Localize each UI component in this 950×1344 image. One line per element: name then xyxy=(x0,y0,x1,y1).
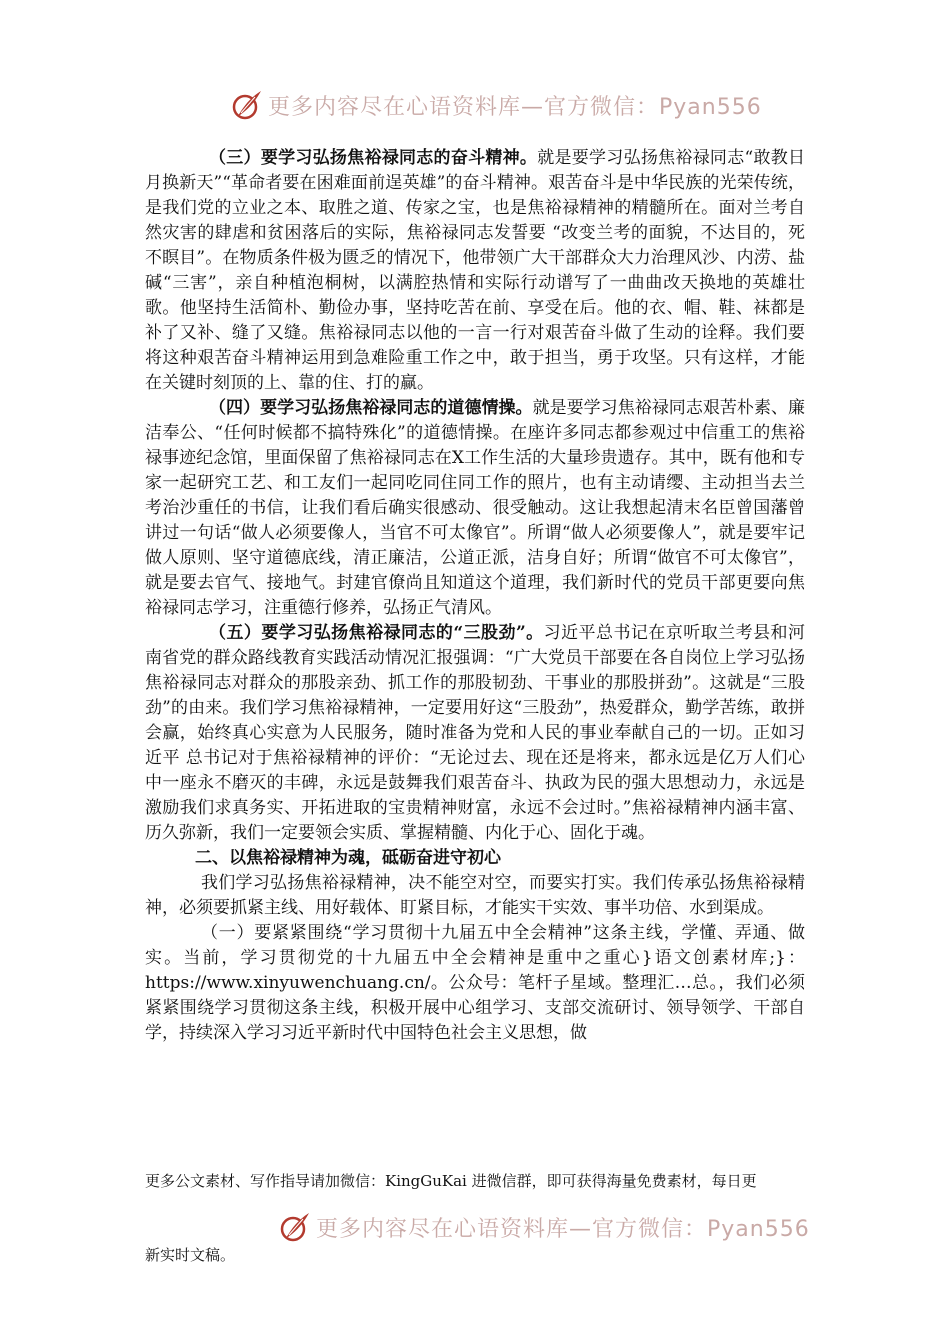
section-heading: 二、以焦裕禄精神为魂，砥砺奋进守初心 xyxy=(195,848,501,868)
document-body xyxy=(145,146,805,1046)
footer-note-continued: 新实时文稿。 xyxy=(145,1246,236,1264)
paragraph-intro: 我们学习弘扬焦裕禄精神，决不能空对空，而要实打实。我们传承弘扬焦裕禄精神，必须要抓紧主线、用好载体、盯紧目标，才能实干实效、事半功倍、水到渠成。 xyxy=(145,873,805,918)
watermark-text: 更多内容尽在心语资料库—官方微信：Pyan556 xyxy=(316,1217,810,1242)
footer-note: 更多公文素材、写作指导请加微信：KingGuKai 进微信群，即可获得海量免费素材，每日更 xyxy=(145,1172,757,1190)
watermark-text: 更多内容尽在心语资料库—官方微信：Pyan556 xyxy=(268,95,762,120)
paragraph-lead: （四）要学习弘扬焦裕禄同志的道德情操。 xyxy=(209,398,533,418)
paragraph-lead: （三）要学习弘扬焦裕禄同志的奋斗精神。 xyxy=(209,148,538,168)
quill-logo-icon xyxy=(278,1210,312,1244)
paragraph-three xyxy=(145,146,805,396)
paragraph-lead: （五）要学习弘扬焦裕禄同志的“三股劲”。 xyxy=(209,623,544,643)
header-watermark-banner xyxy=(0,86,950,126)
paragraph-text: 就是要学习弘扬焦裕禄同志“敢教日月换新天”“革命者要在困难面前逞英雄”的奋斗精神。艰苦奋斗是中华民族的光荣传统，是我们党的立业之本、取胜之道、传家之宝，也是焦裕禄精神的精髓所在。面对兰考自然灾害的肆虐和贫困落后的实际，焦裕禄同志发誓要 “改变兰考的面貌，不达目的，死不瞑目”。在物质条件极为匮乏的情况下，他带领广大干部群众大力治理风沙、内涝、盐碱“三害”，亲自种植泡桐树，以满腔热情和实际行动谱写了一曲曲改天换地的英雄壮歌。他坚持生活简朴、勤俭办事，坚持吃苦在前、享受在后。他的衣、帽、鞋、袜都是补了又补、缝了又缝。焦裕禄同志以他的一言一行对艰苦奋斗做了生动的诠释。我们要将这种艰苦奋斗精神运用到急难险重工作之中，敢于担当，勇于攻坚。只有这样，才能在关键时刻顶的上、靠的住、打的赢。 xyxy=(145,148,805,393)
quill-logo-icon xyxy=(230,88,264,122)
paragraph-item-one: （一）要紧紧围绕“学习贯彻十九届五中全会精神”这条主线，学懂、弄通、做实。当前，学习贯彻党的十九届五中全会精神是重中之重心}语文创素材库;}：https://www.xinyuwenchuang.cn/。公众号：笔杆子星域。整理汇…总。，我们必须紧紧围绕学习贯彻这条主线，积极开展中心组学习、支部交流研讨、领导领学、干部自学，持续深入学习习近平新时代中国特色社会主义思想，做 xyxy=(145,923,805,1043)
footer-watermark-banner xyxy=(0,1208,950,1248)
paragraph-text: 就是要学习焦裕禄同志艰苦朴素、廉洁奉公、“任何时候都不搞特殊化”的道德情操。在座许多同志都参观过中信重工的焦裕禄事迹纪念馆，里面保留了焦裕禄同志在X工作生活的大量珍贵遗存。其中，既有他和专家一起研究工艺、和工友们一起同吃同住同工作的照片，也有主动请缨、主动担当去兰考治沙重任的书信，让我们看后确实很感动、很受触动。这让我想起清末名臣曾国藩曾讲过一句话“做人必须要像人，当官不可太像官”。所谓“做人必须要像人”，就是要牢记做人原则、坚守道德底线，清正廉洁，公道正派，洁身自好；所谓“做官不可太像官”，就是要去官气、接地气。封建官僚尚且知道这个道理，我们新时代的党员干部更要向焦裕禄同志学习，注重德行修养，弘扬正气清风。 xyxy=(145,398,806,618)
paragraph-four xyxy=(145,396,805,621)
paragraph-text: 习近平总书记在京听取兰考县和河南省党的群众路线教育实践活动情况汇报强调：“广大党员干部要在各自岗位上学习弘扬焦裕禄同志对群众的那股亲劲、抓工作的那股韧劲、干事业的那股拼劲”。这就是“三股劲”的由来。我们学习焦裕禄精神，一定要用好这“三股劲”，热爱群众，勤学苦练，敢拼会赢，始终真心实意为人民服务，随时准备为党和人民的事业奉献自己的一切。正如习近平 总书记对于焦裕禄精神的评价：“无论过去、现在还是将来，都永远是亿万人们心中一座永不磨灭的丰碑，永远是鼓舞我们艰苦奋斗、执政为民的强大思想动力，永远是激励我们求真务实、开拓进取的宝贵精神财富，永远不会过时。”焦裕禄精神内涵丰富、历久弥新，我们一定要领会实质、掌握精髓、内化于心、固化于魂。 xyxy=(145,623,805,843)
paragraph-five xyxy=(145,621,805,846)
